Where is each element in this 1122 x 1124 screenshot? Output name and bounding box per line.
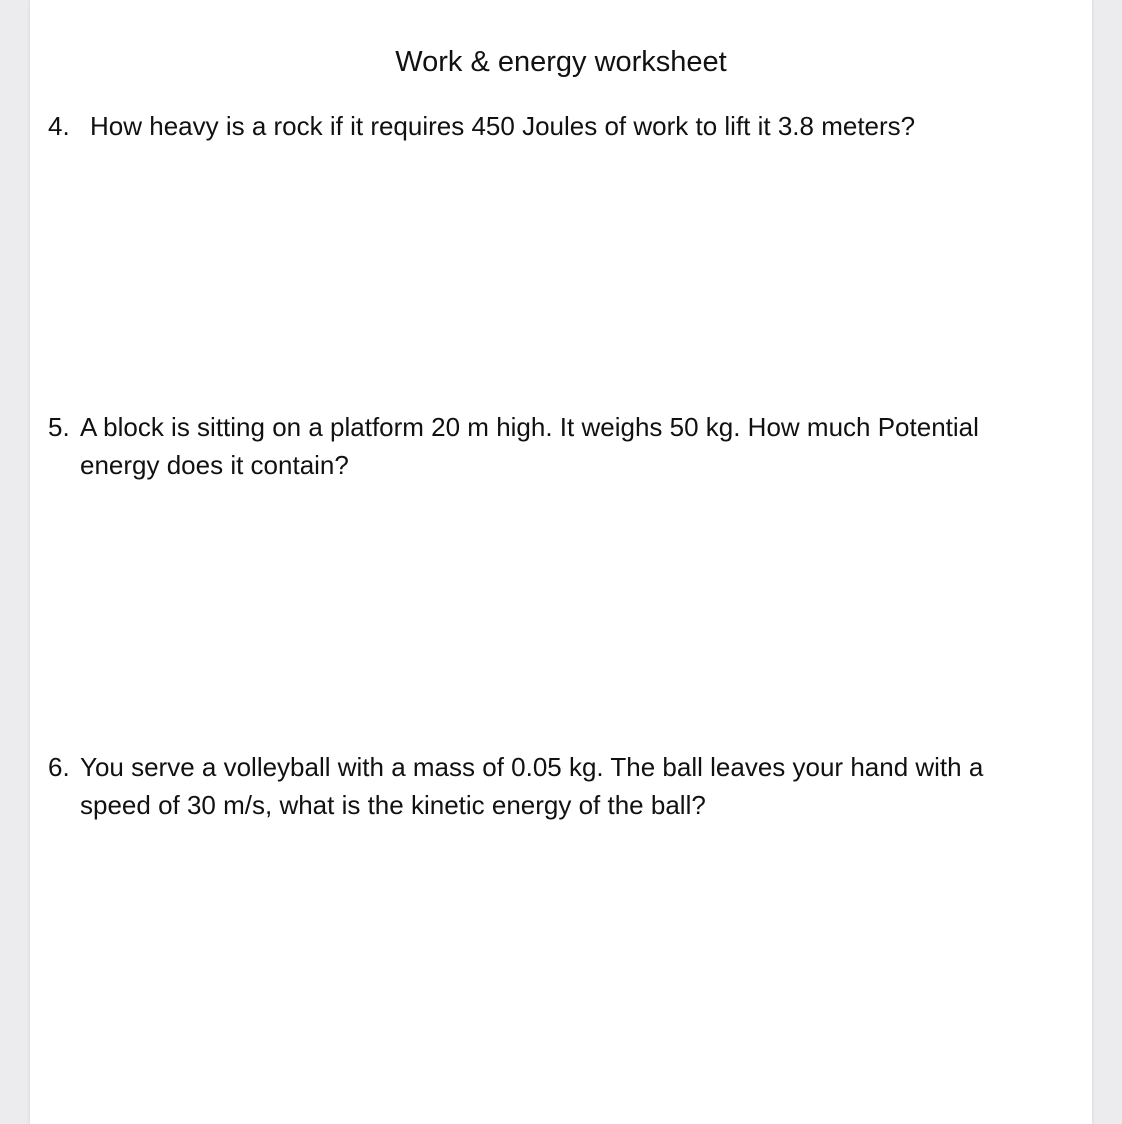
question-number: 5. xyxy=(48,412,70,442)
question-text: How heavy is a rock if it requires 450 Joules of work to lift it 3.8 meters? xyxy=(90,111,916,141)
question-4 xyxy=(48,107,1008,145)
question-5 xyxy=(48,408,1008,484)
question-number: 6. xyxy=(48,752,70,782)
question-text: A block is sitting on a platform 20 m high. It weighs 50 kg. How much Potential energy does it contain? xyxy=(80,412,979,480)
question-text: You serve a volleyball with a mass of 0.05 kg. The ball leaves your hand with a speed of 30 m/s, what is the kinetic energy of the ball? xyxy=(80,752,984,820)
question-number: 4. xyxy=(48,111,70,141)
worksheet-page xyxy=(30,0,1092,1124)
worksheet-title: Work & energy worksheet xyxy=(395,46,727,78)
question-6 xyxy=(48,748,1008,824)
